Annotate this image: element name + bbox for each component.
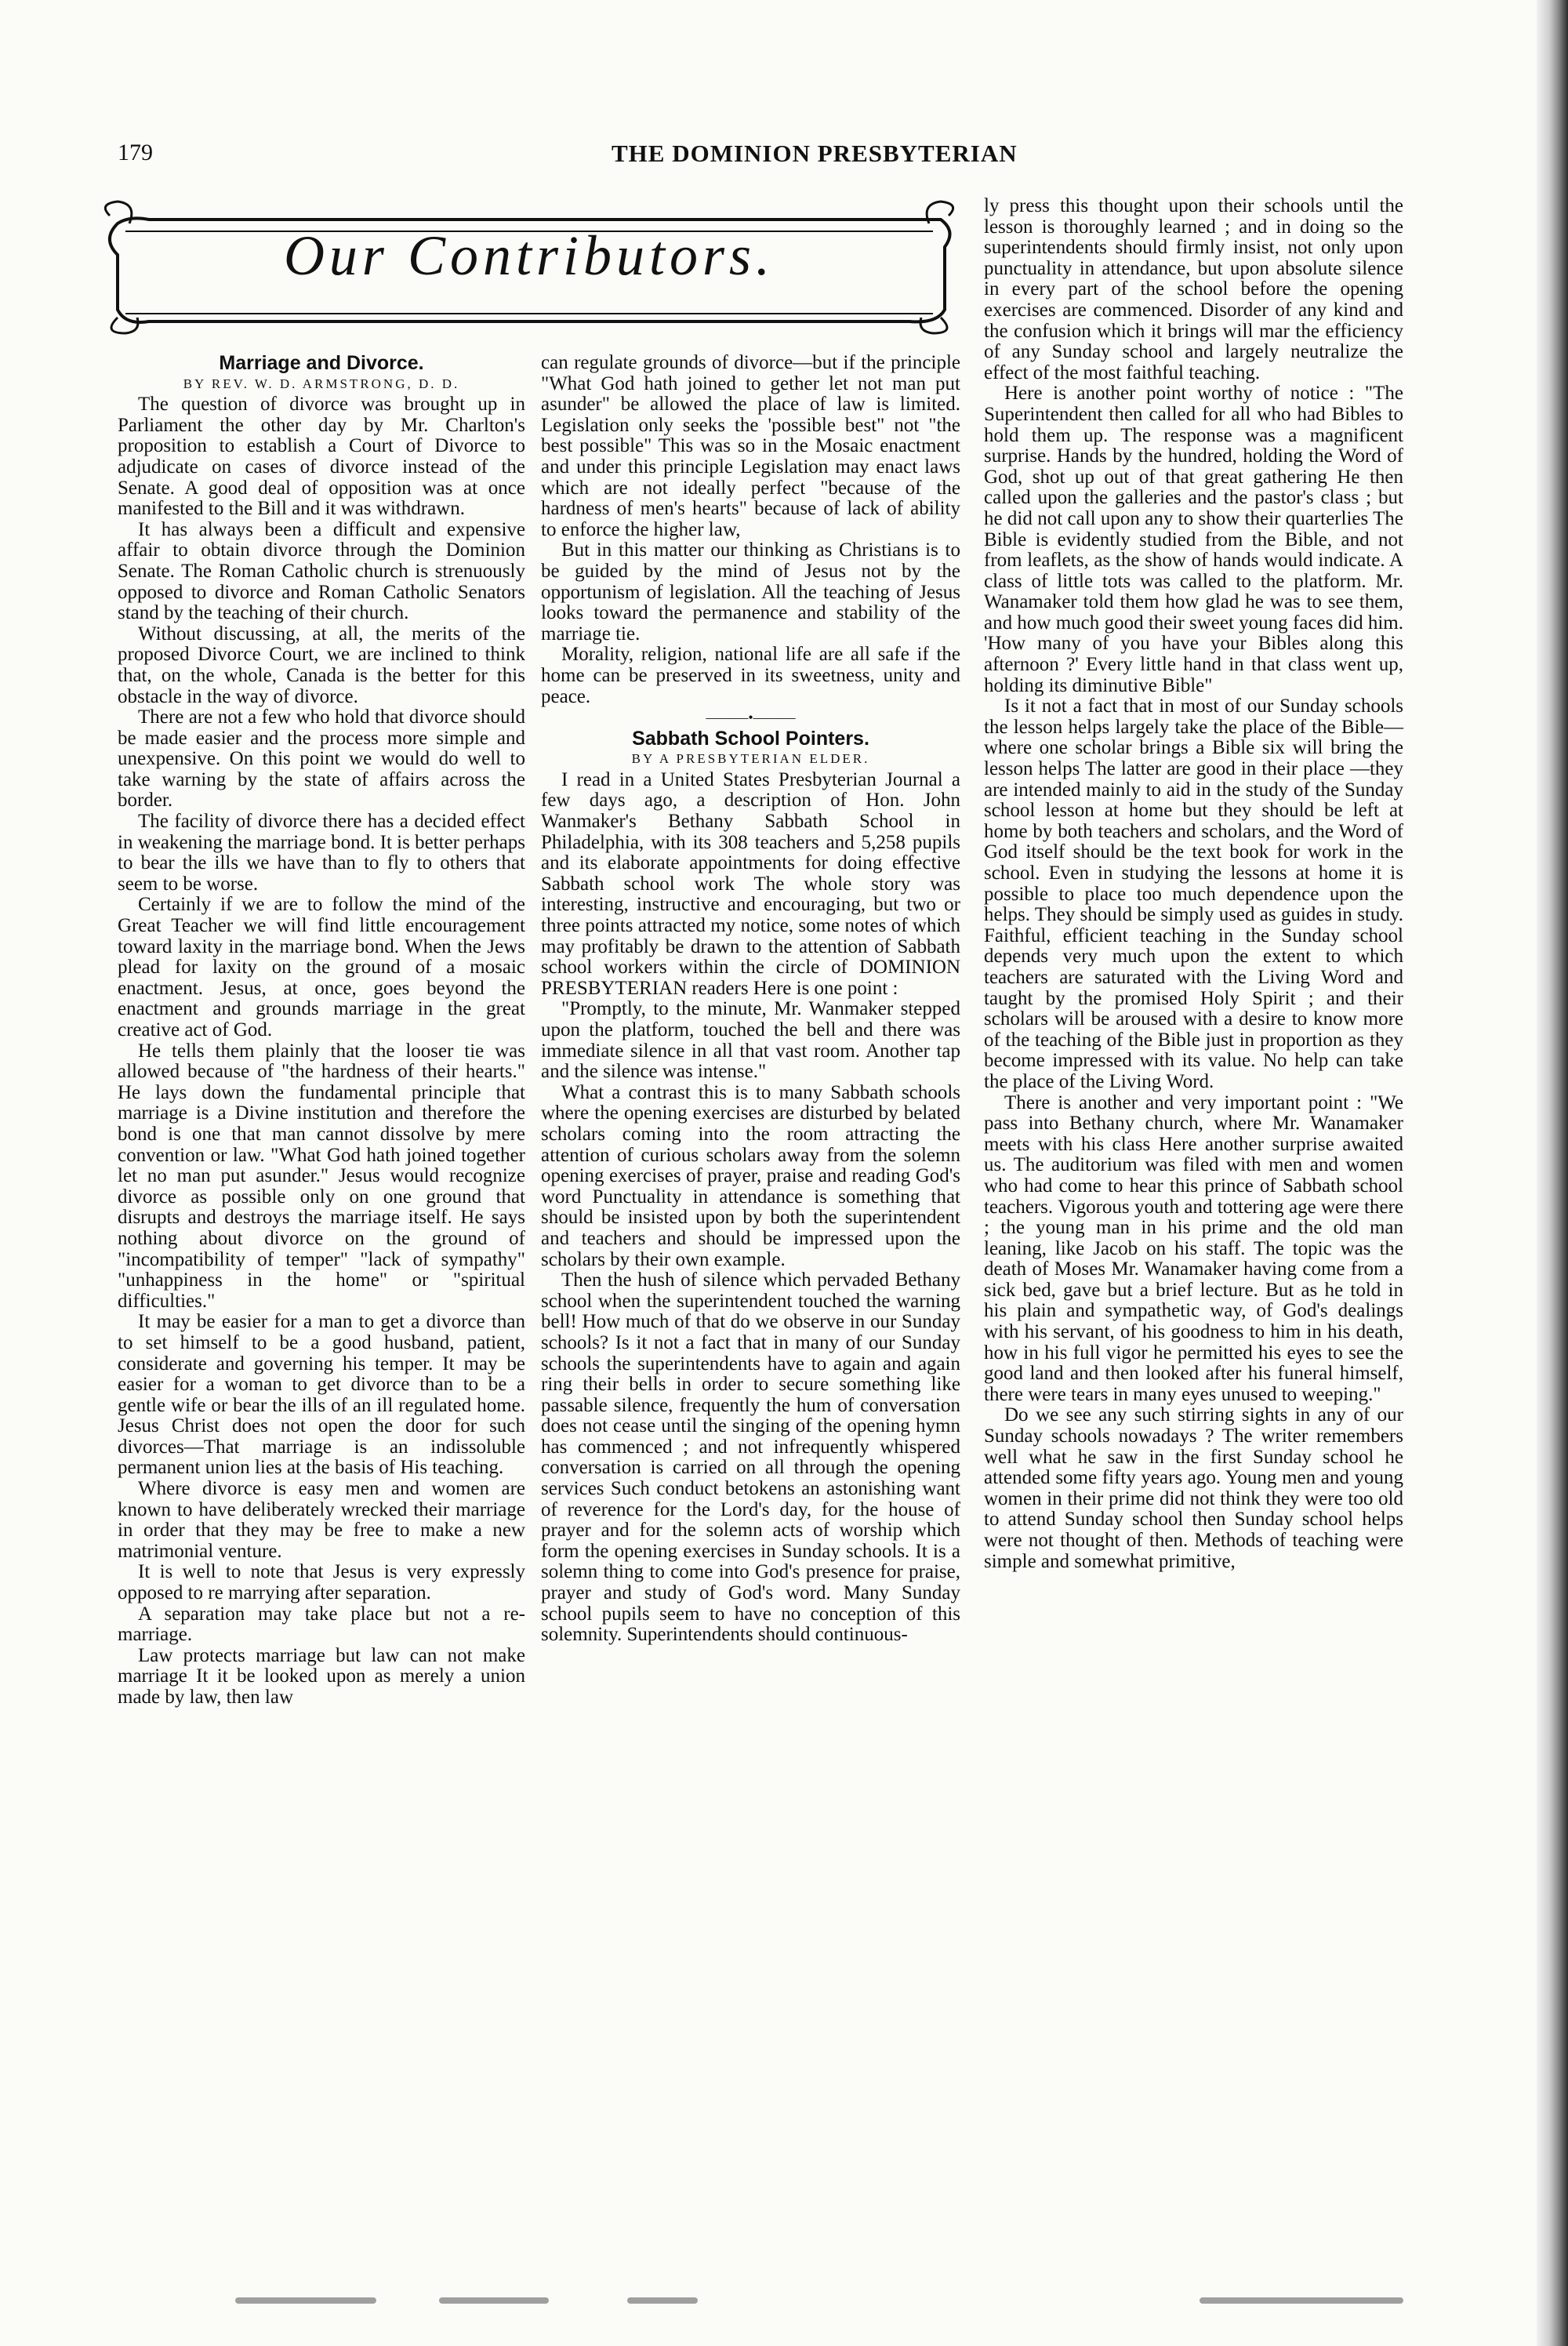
- paragraph: Law protects marriage but law can not make marriage It it be looked upon as merely a union made by law, then law: [118, 1644, 525, 1708]
- paragraph: ly press this thought upon their schools until the lesson is thoroughly learned ; and in doing so the superintendents should firmly insist, not only upon punctuality in attendance, but upon absolute silence in every part of the school before the opening exercises are commenced. Disorder of any kind and the confusion which it brings will mar the efficiency of any Sunday school and largely neutralize the effect of the most faithful teaching.: [984, 195, 1403, 383]
- column-2: [541, 353, 960, 1646]
- paragraph: It has always been a difficult and expensive affair to obtain divorce through the Dominion Senate. The Roman Catholic church is strenuously opposed to divorce and Roman Catholic Senators stand by the teaching of their church.: [118, 518, 525, 624]
- paragraph: Here is another point worthy of notice : "The Superintendent then called for all who had Bibles to hold them up. The response was a magnificent surprise. Hands by the hundred, holding the Word of God, shot up out of that great gathering He then called upon the galleries and the pastor's class ; but he did not call upon any to show their quarterlies The Bible is evidently studied from the Bible, and not from leaflets, as the show of hands would indicate. A class of little tots was called to the platform. Mr. Wanamaker told them how glad he was to see them, and how much good their sweet young faces did him. 'How many of you have your Bibles along this afternoon ?' Every little hand in that class went up, holding its diminutive Bible": [984, 383, 1403, 696]
- paragraph: "Promptly, to the minute, Mr. Wanmaker stepped upon the platform, touched the bell and there was immediate silence in all that vast room. Another tap and the silence was intense.": [541, 998, 960, 1083]
- scan-smudge: [235, 2297, 376, 2304]
- paragraph: But in this matter our thinking as Christians is to be guided by the mind of Jesus not by the opportunism of legislation. All the teaching of Jesus looks toward the permanence and stability of the marriage tie.: [541, 539, 960, 645]
- column-3: [984, 196, 1403, 1572]
- scan-smudge: [1200, 2297, 1403, 2304]
- article-byline: BY A PRESBYTERIAN ELDER.: [631, 751, 870, 767]
- paragraph: There is another and very important point : "We pass into Bethany church, where Mr. Wanamaker meets with his class Here another surprise awaited us. The auditorium was filed with men and women who had come to hear this prince of Sabbath school teachers. Vigorous youth and tottering age were there ; the young man in his prime and the old man leaning, like Jacob on his staff. The topic was the death of Moses Mr. Wanamaker having come from a sick bed, gave but a brief lecture. But as he told in his plain and sympathetic way, of God's dealings with his servant, of his goodness to him in his death, how in his full vigor he permitted his eyes to see the good land and then looked after his funeral himself, there were tears in many eyes unused to weeping.": [984, 1091, 1403, 1405]
- paragraph: He tells them plainly that the looser tie was allowed because of "the hardness of their hearts." He lays down the fundamental principle that marriage is a Divine institution and therefore the bond is one that man cannot dissolve by mere convention or law. "What God hath joined together let no man put asunder." Jesus would recognize divorce as possible only on one ground that disrupts and destroys the marriage itself. He says nothing about divorce on the ground of "incompatibility of temper" "lack of sympathy" "unhappiness in the home" or "spiritual difficulties.": [118, 1040, 525, 1312]
- article-byline: BY REV. W. D. ARMSTRONG, D. D.: [183, 376, 460, 391]
- paragraph: I read in a United States Presbyterian Journal a few days ago, a description of Hon. John Wanmaker's Bethany Sabbath School in Philadelphia, with its 308 teachers and 5,258 pupils and its elaborate appointments for doing effective Sabbath school work The whole story was interesting, instructive and encouraging, but two or three points attracted my notice, some notes of which may profitably be drawn to the attention of Sabbath school workers within the circle of DOMINION PRESBYTERIAN readers Here is one point :: [541, 768, 960, 999]
- paragraph: It may be easier for a man to get a divorce than to set himself to be a good husband, patient, considerate and governing his temper. It may be easier for a woman to get divorce than to be a gentle wife or bear the ills of an ill regulated home. Jesus Christ does not open the door for such divorces—That marriage is an indissoluble permanent union lies at the basis of His teaching.: [118, 1311, 525, 1479]
- article-title: Sabbath School Pointers.: [632, 727, 869, 750]
- page-number: 179: [118, 140, 153, 165]
- article-separator: ———•———: [706, 710, 796, 726]
- column-1: [118, 353, 525, 1709]
- paragraph: A separation may take place but not a re-marriage.: [118, 1603, 525, 1646]
- paragraph: The facility of divorce there has a decided effect in weakening the marriage bond. It is better perhaps to bear the ills we have than to fly to others that seem to be worse.: [118, 811, 525, 895]
- scan-smudge: [627, 2297, 698, 2304]
- scan-artifacts: [0, 2297, 1537, 2329]
- paragraph: What a contrast this is to many Sabbath schools where the opening exercises are disturbed by belated scholars coming into the room attracting the attention of curious scholars away from the solemn opening exercises of prayer, praise and reading God's word Punctuality in attendance is something that should be insisted upon by both the superintendent and teachers and should be impressed upon the scholars by their own example.: [541, 1081, 960, 1270]
- paragraph: There are not a few who hold that divorce should be made easier and the process more simple and unexpensive. On this point we would do well to take warning by the state of affairs across the border.: [118, 706, 525, 812]
- section-banner-title: Our Contributors.: [283, 224, 775, 287]
- paragraph: Morality, religion, national life are all safe if the home can be preserved in its sweetness, unity and peace.: [541, 644, 960, 707]
- paragraph: can regulate grounds of divorce—but if the principle "What God hath joined to gether let not man put asunder" be allowed the place of law is limited. Legislation only seeks the 'possible best" not "the best possible" This was so in the Mosaic enactment and under this principle Legislation may enact laws which are not ideally perfect "because of the hardness of men's hearts" because of lack of ability to enforce the higher law,: [541, 352, 960, 540]
- journal-title: THE DOMINION PRESBYTERIAN: [612, 140, 1018, 167]
- page-edge-shadow: [1537, 0, 1568, 2346]
- paragraph: Is it not a fact that in most of our Sunday schools the lesson helps largely take the place of the Bible—where one scholar brings a Bible six will bring the lesson helps The latter are good in their place —they are intended mainly to aid in the study of the Sunday school lesson at home but they should be left at home by both teachers and scholars, and the Word of God itself should be the text book for work in the school. Even in studying the lessons at home it is possible to place too much dependence upon the helps. They should be simply used as guides in study. Faithful, efficient teaching in the Sunday school depends very much upon the extent to which teachers are saturated with the Living Word and taught by the promised Holy Spirit ; and their scholars will be aroused with a desire to know more of the teaching of the Bible just in proportion as they become impressed with its value. No help can take the place of the Living Word.: [984, 695, 1403, 1092]
- paragraph: The question of divorce was brought up in Parliament the other day by Mr. Charlton's proposition to establish a Court of Divorce to adjudicate on cases of divorce instead of the Senate. A good deal of opposition was at once manifested to the Bill and it was withdrawn.: [118, 394, 525, 520]
- paragraph: Then the hush of silence which pervaded Bethany school when the superintendent touched the warning bell! How much of that do we observe in our Sunday schools? Is it not a fact that in many of our Sunday schools the superintendents have to again and again ring their bells in order to secure something like passable silence, frequently the hum of conversation does not cease until the singing of the opening hymn has commenced ; and not infrequently whispered conversation is carried on all through the opening services Such conduct betokens an astonishing want of reverence for the Lord's day, for the house of prayer and for the solemn acts of worship which form the opening exercises in Sunday schools. It is a solemn thing to come into God's presence for praise, prayer and study of God's word. Many Sunday school pupils seem to have no conception of this solemnity. Superintendents should continuous-: [541, 1269, 960, 1646]
- section-banner: [94, 192, 964, 337]
- paragraph: Do we see any such stirring sights in any of our Sunday schools nowadays ? The writer remembers well what he saw in the first Sunday school he attended some fifty years ago. Young men and young women in their prime did not think they were too old to attend Sunday school then Sunday school helps were not thought of then. Methods of teaching were simple and somewhat primitive,: [984, 1404, 1403, 1572]
- scan-smudge: [439, 2297, 549, 2304]
- article-title: Marriage and Divorce.: [219, 352, 424, 374]
- paragraph: It is well to note that Jesus is very expressly opposed to re marrying after separation.: [118, 1561, 525, 1604]
- paragraph: Where divorce is easy men and women are known to have deliberately wrecked their marriage in order that they may be free to make a new matrimonial venture.: [118, 1478, 525, 1562]
- paragraph: Without discussing, at all, the merits of the proposed Divorce Court, we are inclined to think that, on the whole, Canada is the better for this obstacle in the way of divorce.: [118, 623, 525, 707]
- paragraph: Certainly if we are to follow the mind of the Great Teacher we will find little encouragement toward laxity in the marriage bond. When the Jews plead for laxity on the ground of a mosaic enactment. Jesus, at once, goes beyond the enactment and grounds marriage in the great creative act of God.: [118, 894, 525, 1040]
- running-head: [118, 140, 1521, 171]
